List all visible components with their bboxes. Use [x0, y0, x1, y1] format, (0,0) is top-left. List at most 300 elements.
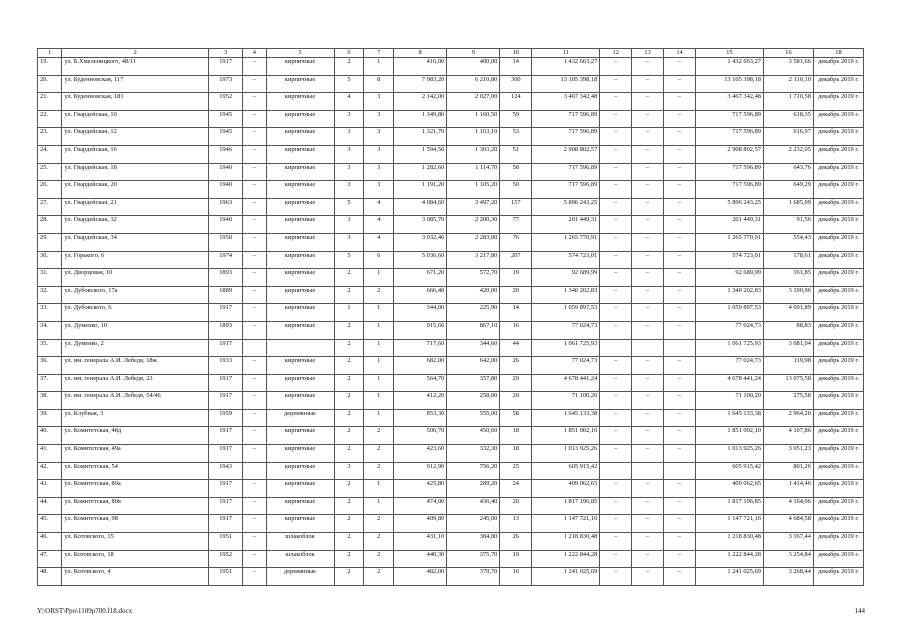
table-cell	[664, 339, 696, 357]
table-cell: 13 105 398,18	[695, 75, 763, 93]
table-cell: 1917	[209, 392, 243, 410]
table-cell: 1917	[209, 427, 243, 445]
table-cell	[600, 339, 632, 357]
table-cell: декабрь 2019 г.	[813, 58, 863, 76]
table-cell: 3 190,96	[763, 286, 813, 304]
table-cell: 22.	[38, 110, 62, 128]
table-cell: 46.	[38, 533, 62, 551]
table-cell: 16	[500, 321, 532, 339]
table-cell: 1 817 196,85	[695, 497, 763, 515]
table-cell: –	[600, 515, 632, 533]
table-cell: 1 013 925,26	[695, 445, 763, 463]
table-cell: –	[632, 181, 664, 199]
table-cell: –	[243, 357, 266, 375]
column-header: 5	[266, 49, 334, 58]
table-cell: 375,70	[447, 550, 500, 568]
table-cell: 14	[500, 58, 532, 76]
table-row	[38, 392, 864, 410]
column-header: 14	[664, 49, 696, 58]
table-cell: декабрь 2019 г.	[813, 93, 863, 111]
table-cell: 2 027,00	[447, 93, 500, 111]
table-cell: 2 908 802,57	[695, 145, 763, 163]
table-cell: 3 051,23	[763, 445, 813, 463]
table-cell: 58	[500, 163, 532, 181]
table-cell: –	[600, 233, 632, 251]
table-row	[38, 181, 864, 199]
table-cell	[632, 339, 664, 357]
table-cell: 3 467 342,48	[532, 93, 600, 111]
table-row	[38, 497, 864, 515]
table-row	[38, 269, 864, 287]
table-cell: 554,43	[763, 233, 813, 251]
table-cell: ул. Дубовского, 17а	[62, 286, 209, 304]
table-cell: 1893	[209, 321, 243, 339]
table-cell: ул. Комитетская, 54	[62, 462, 209, 480]
table-cell: 436,40	[447, 497, 500, 515]
table-cell: кирпичные	[266, 216, 334, 234]
table-cell: ул. Гвардейская, 20	[62, 181, 209, 199]
table-cell: –	[632, 145, 664, 163]
table-cell: 431,10	[394, 533, 447, 551]
table-cell: 1 241 025,69	[695, 568, 763, 586]
table-cell: 2	[334, 357, 364, 375]
table-cell: 1933	[209, 357, 243, 375]
table-cell: 1 222 844,28	[695, 550, 763, 568]
table-cell: 409 062,65	[695, 480, 763, 498]
table-row	[38, 568, 864, 586]
table-row	[38, 550, 864, 568]
table-cell: –	[632, 216, 664, 234]
table-cell: –	[664, 128, 696, 146]
table-cell: 6 210,80	[447, 75, 500, 93]
table-cell: –	[632, 163, 664, 181]
table-cell: 1	[364, 480, 394, 498]
table-cell: –	[243, 286, 266, 304]
table-cell: –	[243, 75, 266, 93]
table-cell: 572,70	[447, 269, 500, 287]
table-cell: –	[600, 480, 632, 498]
table-cell: 1917	[209, 497, 243, 515]
table-cell: ул. Буденновская, 181	[62, 93, 209, 111]
table-cell: кирпичные	[266, 392, 334, 410]
table-cell: 3	[364, 163, 394, 181]
table-cell: 2	[334, 392, 364, 410]
table-cell: 1 059 897,53	[695, 304, 763, 322]
table-cell: –	[243, 392, 266, 410]
table-cell: декабрь 2019 г.	[813, 550, 863, 568]
table-cell: –	[632, 533, 664, 551]
table-cell: 4 107,86	[763, 427, 813, 445]
table-cell: 1951	[209, 533, 243, 551]
table-cell: 1945	[209, 110, 243, 128]
table-cell: кирпичные	[266, 480, 334, 498]
table-cell: декабрь 2019 г.	[813, 568, 863, 586]
table-cell: 201 449,31	[695, 216, 763, 234]
table-cell: 1	[364, 409, 394, 427]
table-cell: 4 691,89	[763, 304, 813, 322]
table-cell	[664, 462, 696, 480]
table-cell: 2 232,05	[763, 145, 813, 163]
table-row	[38, 58, 864, 76]
table-cell: 92 689,99	[532, 269, 600, 287]
table-cell: 409 062,65	[532, 480, 600, 498]
table-cell: 717 596,89	[695, 181, 763, 199]
table-cell: 1 265 770,91	[695, 233, 763, 251]
table-cell: –	[664, 392, 696, 410]
table-cell: 1 645 133,38	[695, 409, 763, 427]
table-cell: –	[632, 75, 664, 93]
table-cell: 412,20	[394, 392, 447, 410]
table-cell: 6	[364, 251, 394, 269]
table-cell: –	[600, 251, 632, 269]
table-cell: ул. Буденновская, 117	[62, 75, 209, 93]
table-cell: –	[243, 497, 266, 515]
table-cell: кирпичные	[266, 445, 334, 463]
table-cell: 3	[364, 110, 394, 128]
table-cell: 21.	[38, 93, 62, 111]
table-cell: 2 964,20	[763, 409, 813, 427]
table-row	[38, 110, 864, 128]
table-cell: 717 596,89	[695, 128, 763, 146]
table-cell: 450,60	[447, 427, 500, 445]
table-cell: 2	[364, 515, 394, 533]
table-cell: кирпичные	[266, 163, 334, 181]
table-cell: 71 100,20	[532, 392, 600, 410]
table-cell: –	[664, 515, 696, 533]
table-row	[38, 216, 864, 234]
table-cell: –	[600, 445, 632, 463]
table-cell: 2	[364, 568, 394, 586]
table-cell: декабрь 2019 г.	[813, 286, 863, 304]
table-cell: 300	[500, 75, 532, 93]
table-cell: 1 594,50	[394, 145, 447, 163]
table-cell: 13	[500, 515, 532, 533]
column-header: 12	[600, 49, 632, 58]
table-cell: –	[632, 445, 664, 463]
table-cell: кирпичные	[266, 145, 334, 163]
column-header: 3	[209, 49, 243, 58]
table-cell: 4 684,58	[763, 515, 813, 533]
table-cell: –	[664, 163, 696, 181]
table-cell: –	[632, 110, 664, 128]
table-cell: 3	[364, 128, 394, 146]
table-cell: кирпичные	[266, 198, 334, 216]
table-cell: 717 596,89	[532, 163, 600, 181]
table-cell: –	[600, 75, 632, 93]
table-cell: декабрь 2019 г.	[813, 462, 863, 480]
table-cell: –	[664, 93, 696, 111]
table-cell: 76	[500, 233, 532, 251]
table-cell: 2	[364, 533, 394, 551]
table-cell: –	[664, 409, 696, 427]
table-cell: 379,70	[447, 568, 500, 586]
table-cell: 1917	[209, 374, 243, 392]
table-cell: декабрь 2019 г.	[813, 445, 863, 463]
table-cell: –	[243, 181, 266, 199]
table-cell: 44.	[38, 497, 62, 515]
table-cell: 1 105,20	[447, 181, 500, 199]
table-row	[38, 251, 864, 269]
table-cell: –	[600, 550, 632, 568]
table-row	[38, 128, 864, 146]
table-cell: –	[664, 145, 696, 163]
table-cell: кирпичные	[266, 286, 334, 304]
table-cell: 3	[364, 181, 394, 199]
table-cell: 1 147 721,16	[695, 515, 763, 533]
table-cell: 425,80	[394, 480, 447, 498]
table-cell: 1 147 721,16	[532, 515, 600, 533]
table-row	[38, 515, 864, 533]
column-header: 1	[38, 49, 62, 58]
table-cell: декабрь 2019 г.	[813, 110, 863, 128]
table-cell: –	[243, 251, 266, 269]
table-cell: 1 710,58	[763, 93, 813, 111]
table-cell: 1	[364, 339, 394, 357]
table-cell: 2 110,10	[763, 75, 813, 93]
table-cell: ул. Гвардейская, 16	[62, 145, 209, 163]
column-header: 11	[532, 49, 600, 58]
table-cell: декабрь 2019 г.	[813, 374, 863, 392]
table-cell: декабрь 2019 г.	[813, 392, 863, 410]
table-cell: 3	[334, 110, 364, 128]
table-cell: 574 723,01	[695, 251, 763, 269]
table-cell: кирпичные	[266, 497, 334, 515]
table-cell: 682,00	[394, 357, 447, 375]
table-cell: 289,20	[447, 480, 500, 498]
table-cell: –	[243, 58, 266, 76]
column-header: 9	[447, 49, 500, 58]
table-cell: кирпичные	[266, 233, 334, 251]
table-cell: –	[243, 321, 266, 339]
table-cell: 1 061 725,93	[532, 339, 600, 357]
table-cell: 2	[334, 550, 364, 568]
table-cell: –	[243, 269, 266, 287]
table-cell: –	[664, 110, 696, 128]
table-row	[38, 145, 864, 163]
table-cell: 29	[500, 374, 532, 392]
table-cell: 717 596,89	[532, 181, 600, 199]
table-cell: 3	[334, 233, 364, 251]
table-cell: ул. Комитетская, 49а	[62, 445, 209, 463]
table-cell: 33.	[38, 304, 62, 322]
table-cell: декабрь 2019 г.	[813, 163, 863, 181]
table-cell: 18	[500, 445, 532, 463]
table-cell: шлакоблок	[266, 550, 334, 568]
table-row	[38, 462, 864, 480]
table-cell: 24.	[38, 145, 62, 163]
table-cell: 3	[364, 145, 394, 163]
table-cell: 2	[334, 480, 364, 498]
table-cell	[600, 462, 632, 480]
table-cell: 423,60	[394, 445, 447, 463]
table-row	[38, 163, 864, 181]
table-cell: 77 024,73	[532, 357, 600, 375]
table-cell: декабрь 2019 г.	[813, 145, 863, 163]
table-cell: –	[664, 251, 696, 269]
table-cell: 420,00	[447, 286, 500, 304]
table-cell: –	[243, 128, 266, 146]
table-cell: –	[243, 145, 266, 163]
table-cell: 41.	[38, 445, 62, 463]
table-cell: 13 075,58	[763, 374, 813, 392]
table-cell: ул. Горького, 6	[62, 251, 209, 269]
table-cell: 1917	[209, 445, 243, 463]
column-header: 10	[500, 49, 532, 58]
table-cell: 717 596,89	[695, 110, 763, 128]
table-cell: –	[664, 181, 696, 199]
table-row	[38, 445, 864, 463]
table-cell: 1 059 897,53	[532, 304, 600, 322]
table-cell: –	[600, 409, 632, 427]
table-cell: ул. Гвардейская, 32	[62, 216, 209, 234]
table-cell: 1952	[209, 93, 243, 111]
footer-file-path: Y:\ORST\Ppo\1109p700.f18.docx	[37, 607, 133, 615]
table-cell: –	[600, 304, 632, 322]
table-cell: 1	[364, 392, 394, 410]
table-cell: 912,90	[394, 462, 447, 480]
table-cell: 3 217,80	[447, 251, 500, 269]
table-cell: 1 349,80	[394, 110, 447, 128]
table-cell: ул. Гвардейская, 18	[62, 163, 209, 181]
table-cell: декабрь 2019 г.	[813, 409, 863, 427]
table-cell: 416,00	[394, 58, 447, 76]
table-cell: ул. Б.Хмельницкого, 48/11	[62, 58, 209, 76]
table-cell: 26	[500, 357, 532, 375]
table-cell: 1951	[209, 568, 243, 586]
table-cell: 42.	[38, 462, 62, 480]
table-cell: 332,30	[447, 445, 500, 463]
table-cell: 7 983,20	[394, 75, 447, 93]
table-cell: 1 241 025,69	[532, 568, 600, 586]
table-cell: 50	[500, 181, 532, 199]
table-cell: ул. Дворцовая, 10	[62, 269, 209, 287]
table-cell: 2	[364, 445, 394, 463]
table-cell: –	[600, 93, 632, 111]
table-cell: 605 915,42	[695, 462, 763, 480]
table-cell: 13 105 398,18	[532, 75, 600, 93]
table-cell: 20	[500, 497, 532, 515]
table-cell: 1940	[209, 216, 243, 234]
table-cell: –	[664, 304, 696, 322]
table-cell: 25	[500, 462, 532, 480]
table-cell: ул. Дубовского, 6	[62, 304, 209, 322]
table-cell: 649,29	[763, 181, 813, 199]
table-cell: 1	[364, 304, 394, 322]
table-cell: –	[243, 550, 266, 568]
table-cell: 2	[364, 462, 394, 480]
table-cell: –	[632, 198, 664, 216]
table-cell: декабрь 2019 г.	[813, 128, 863, 146]
table-cell: ул. Гвардейская, 10	[62, 110, 209, 128]
table-cell: –	[600, 568, 632, 586]
table-cell: 1917	[209, 304, 243, 322]
table-cell: 1959	[209, 409, 243, 427]
table-cell: 2	[334, 286, 364, 304]
table-cell: 201 449,31	[532, 216, 600, 234]
table-cell: 1 432 663,27	[695, 58, 763, 76]
table-cell: –	[632, 233, 664, 251]
table-cell: 91,56	[763, 216, 813, 234]
table-row	[38, 93, 864, 111]
table-cell: кирпичные	[266, 93, 334, 111]
page-number: 144	[854, 607, 865, 615]
table-cell: 29.	[38, 233, 62, 251]
table-cell: 20	[500, 286, 532, 304]
table-cell: 26.	[38, 181, 62, 199]
table-cell: 1917	[209, 339, 243, 357]
table-cell: ул. Комитетская, 98	[62, 515, 209, 533]
table-cell: 3	[334, 216, 364, 234]
table-cell: –	[243, 233, 266, 251]
table-cell: –	[632, 392, 664, 410]
table-cell: 3 581,66	[763, 58, 813, 76]
table-cell: –	[600, 163, 632, 181]
table-cell: 225,90	[447, 304, 500, 322]
table-cell: –	[664, 198, 696, 216]
table-cell: кирпичные	[266, 427, 334, 445]
table-cell: 28.	[38, 216, 62, 234]
table-row	[38, 533, 864, 551]
table-cell: 18	[500, 427, 532, 445]
table-cell: 717 596,89	[695, 163, 763, 181]
table-cell: 1 013 925,26	[532, 445, 600, 463]
table-cell: 3 032,40	[394, 233, 447, 251]
table-cell: 1 685,99	[763, 198, 813, 216]
table-cell: –	[632, 480, 664, 498]
table-cell: 119,98	[763, 357, 813, 375]
table-cell: 400,00	[447, 58, 500, 76]
table-row	[38, 480, 864, 498]
table-cell: –	[600, 392, 632, 410]
table-cell: –	[664, 286, 696, 304]
table-cell: 1 340 202,83	[532, 286, 600, 304]
table-cell: 2	[334, 568, 364, 586]
table-cell: ул. Котовского, 18	[62, 550, 209, 568]
table-cell: 756,20	[447, 462, 500, 480]
table-cell: 8	[364, 75, 394, 93]
table-cell: ул. Котовского, 15	[62, 533, 209, 551]
table-cell: 77 024,73	[695, 321, 763, 339]
table-cell: 643,76	[763, 163, 813, 181]
table-cell: –	[632, 58, 664, 76]
table-cell: 27.	[38, 198, 62, 216]
table-cell: 207	[500, 251, 532, 269]
table-cell: 384,80	[447, 533, 500, 551]
table-cell: 1952	[209, 550, 243, 568]
table-cell: 258,00	[447, 392, 500, 410]
table-cell: 88,83	[763, 321, 813, 339]
table-cell: 1 282,60	[394, 163, 447, 181]
table-cell: 19	[500, 550, 532, 568]
table-cell: 506,70	[394, 427, 447, 445]
table-cell	[266, 339, 334, 357]
table-cell: 1 191,20	[394, 181, 447, 199]
table-cell: 1917	[209, 480, 243, 498]
table-cell: –	[632, 357, 664, 375]
table-cell: декабрь 2019 г.	[813, 304, 863, 322]
table-cell: –	[243, 93, 266, 111]
table-cell: 2	[364, 550, 394, 568]
table-row	[38, 286, 864, 304]
table-cell: кирпичные	[266, 462, 334, 480]
table-cell: 4	[334, 93, 364, 111]
table-cell: 3 497,20	[447, 198, 500, 216]
table-row	[38, 304, 864, 322]
table-cell: 5	[334, 198, 364, 216]
table-cell: –	[600, 269, 632, 287]
table-cell: 3 254,84	[763, 550, 813, 568]
table-cell: 1 303,20	[447, 145, 500, 163]
